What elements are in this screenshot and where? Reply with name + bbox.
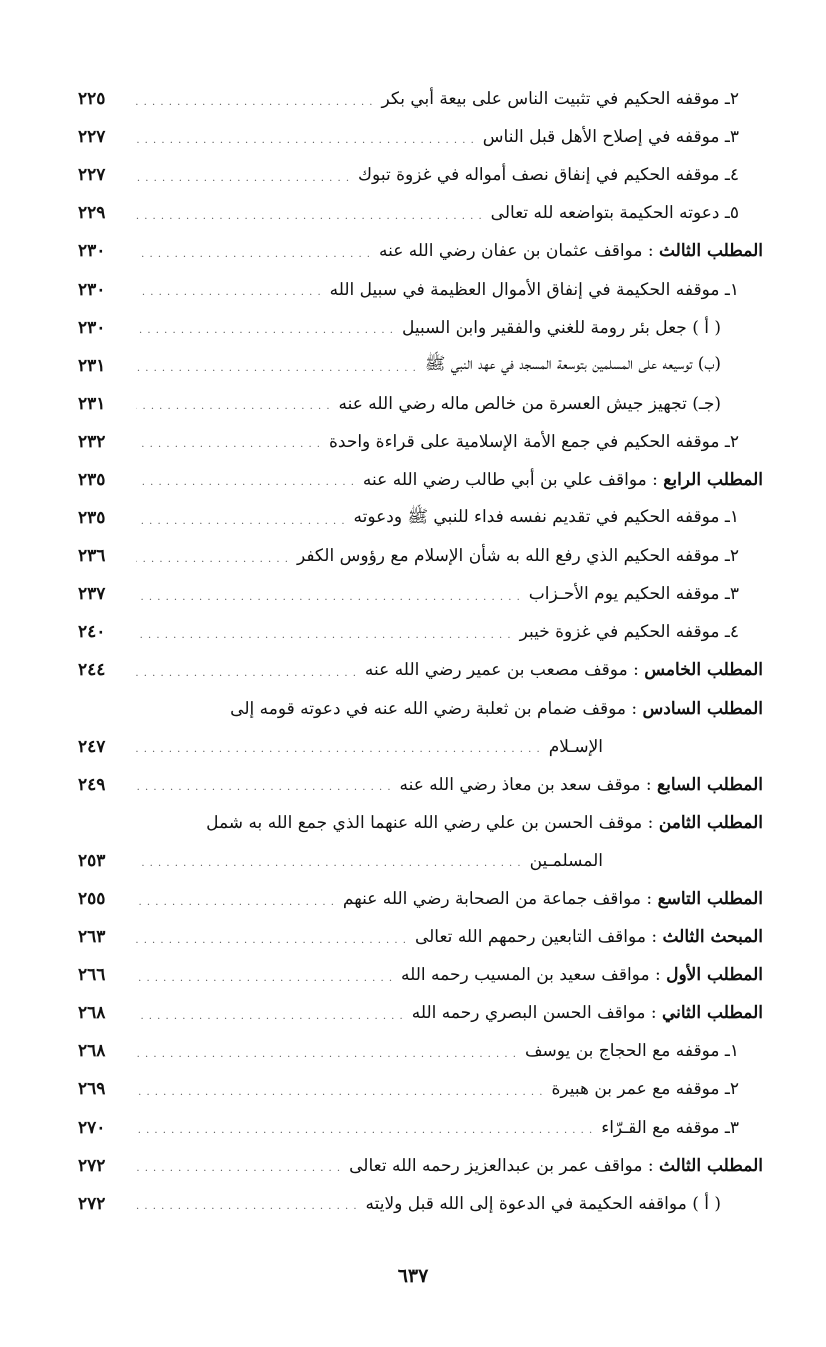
entry-heading [401, 965, 763, 985]
page-ref: ٢٣٥ [78, 469, 106, 490]
leader-dots [136, 516, 354, 527]
page-ref: ٢٢٧ [78, 165, 106, 186]
toc-section-entry-wrapped [78, 804, 763, 842]
page-ref: ٢٣٠ [78, 241, 106, 262]
section-label: المطلب السابع [657, 774, 763, 795]
toc-section-entry [78, 651, 763, 689]
entry-text: (ب) توسيعه على المسلمين بتوسعة المسجد في عهد النبي ﷺ [424, 354, 721, 375]
leader-dots [136, 592, 529, 603]
entry-text: : مواقف عمر بن عبدالعزيز رحمه الله تعالى [349, 1155, 654, 1176]
page-ref: ٢٣٥ [78, 508, 106, 529]
page-ref: ٢٣٠ [78, 317, 106, 338]
leader-dots [136, 554, 297, 565]
entry-heading [343, 889, 763, 909]
section-label: المطلب الثالث [658, 241, 763, 262]
leader-dots [136, 477, 363, 488]
entry-text: : مواقف علي بن أبي طالب رضي الله عنه [362, 469, 658, 490]
page-ref: ٢٤٩ [78, 774, 106, 795]
toc-section-entry [78, 461, 763, 499]
page-ref: ٢٢٧ [78, 127, 106, 148]
entry-text: : مواقف عثمان بن عفان رضي الله عنه [378, 241, 654, 262]
toc-section-entry [78, 994, 763, 1032]
leader-dots [136, 630, 520, 641]
section-label: المطلب الثالث [658, 1155, 763, 1176]
entry-heading [412, 1003, 763, 1023]
entry-text: (جـ) تجهيز جيش العسرة من خالص ماله رضي الله عنه [338, 393, 721, 414]
leader-dots [136, 211, 491, 222]
toc-section-entry-wrapped [78, 690, 763, 728]
toc-list [78, 80, 763, 1223]
page-number: ٦٣٧ [397, 1265, 429, 1287]
entry-text: الإسـلام [548, 736, 603, 757]
leader-dots [136, 173, 358, 184]
toc-entry [78, 1032, 763, 1070]
leader-dots [136, 97, 381, 108]
page-ref: ٢٣١ [78, 355, 106, 376]
entry-text: : موقف ضمام بن ثعلبة رضي الله عنه في دعوته قومه إلى [230, 698, 638, 719]
entry-text: ( أ ) مواقفه الحكيمة في الدعوة إلى الله قبل ولايته [365, 1193, 721, 1214]
leader-dots [136, 1087, 551, 1098]
section-label: المطلب التاسع [657, 889, 763, 910]
entry-text: : مواقف الحسن البصري رحمه الله [411, 1003, 657, 1024]
leader-dots [136, 1011, 412, 1022]
toc-entry [78, 309, 763, 347]
toc-entry-continuation [78, 842, 763, 880]
entry-text: ٢ـ موقفه الحكيم الذي رفع الله به شأن الإسلام مع رؤوس الكفر [296, 546, 739, 567]
page-ref: ٢٣٠ [78, 279, 106, 300]
toc-entry-continuation [78, 728, 763, 766]
section-label: المطلب الرابع [663, 469, 763, 490]
entry-heading [400, 775, 763, 795]
entry-text: ٢ـ موقفه الحكيم في جمع الأمة الإسلامية على قراءة واحدة [328, 431, 739, 452]
entry-text: ٣ـ موقفه الحكيم يوم الأحـزاب [528, 584, 739, 605]
entry-heading [415, 927, 763, 947]
entry-text: ( أ ) جعل بئر رومة للغني والفقير وابن السبيل [401, 317, 721, 338]
page-ref: ٢٧٢ [78, 1193, 106, 1214]
page-ref: ٢٥٥ [78, 889, 106, 910]
page-ref: ٢٧٢ [78, 1155, 106, 1176]
leader-dots [136, 249, 379, 260]
page-ref: ٢٦٣ [78, 927, 106, 948]
page-ref: ٢٧٠ [78, 1117, 106, 1138]
entry-text: المسلمـين [529, 850, 603, 871]
toc-entry [78, 499, 763, 537]
leader-dots [136, 973, 401, 984]
leader-dots [136, 135, 483, 146]
entry-text: : موقف سعد بن معاذ رضي الله عنه [399, 774, 652, 795]
chapter-label: المبحث الثالث [662, 927, 763, 948]
leader-dots [136, 325, 402, 336]
toc-entry [78, 537, 763, 575]
entry-text: : مواقف جماعة من الصحابة رضي الله عنهم [342, 889, 653, 910]
entry-heading [365, 660, 763, 680]
leader-dots [136, 439, 329, 450]
page-ref: ٢٣١ [78, 393, 106, 414]
page-ref: ٢٦٩ [78, 1079, 106, 1100]
leader-dots [136, 1163, 349, 1174]
toc-chapter-entry [78, 918, 763, 956]
toc-section-entry [78, 232, 763, 270]
entry-text: ٣ـ موقفه مع القـرّاء [601, 1117, 739, 1138]
entry-heading [230, 699, 763, 719]
leader-dots [136, 858, 530, 869]
leader-dots [136, 935, 415, 946]
page-ref: ٢٢٥ [78, 89, 106, 110]
entry-heading [379, 241, 763, 261]
entry-text: ١ـ موقفه الحكيمة في إنفاق الأموال العظيمة في سبيل الله [329, 279, 739, 300]
toc-section-entry [78, 1147, 763, 1185]
leader-dots [136, 401, 339, 412]
entry-text: ١ـ موقفه مع الحجاج بن يوسف [524, 1041, 739, 1062]
entry-text: ٢ـ موقفه مع عمر بن هبيرة [551, 1079, 739, 1100]
page-ref: ٢٦٨ [78, 1041, 106, 1062]
leader-dots [136, 363, 425, 374]
entry-text: ٢ـ موقفه الحكيم في تثبيت الناس على بيعة أبي بكر [381, 89, 739, 110]
entry-text: ٤ـ موقفه الحكيم في إنفاق نصف أمواله في غزوة تبوك [358, 165, 739, 186]
leader-dots [136, 782, 400, 793]
toc-section-entry [78, 766, 763, 804]
leader-dots [136, 1049, 525, 1060]
toc-entry [78, 1070, 763, 1108]
toc-entry [78, 613, 763, 651]
page-ref: ٢٦٨ [78, 1003, 106, 1024]
page-ref: ٢٦٦ [78, 965, 106, 986]
section-label: المطلب الثامن [658, 812, 763, 833]
toc-entry [78, 347, 763, 385]
toc-section-entry [78, 956, 763, 994]
leader-dots [136, 668, 365, 679]
page-ref: ٢٣٦ [78, 546, 106, 567]
entry-heading [349, 1156, 763, 1176]
toc-entry [78, 1109, 763, 1147]
entry-text: ٥ـ دعوته الحكيمة بتواضعه لله تعالى [490, 203, 739, 224]
entry-text: : موقف مصعب بن عمير رضي الله عنه [364, 660, 639, 681]
leader-dots [136, 287, 330, 298]
toc-section-entry [78, 880, 763, 918]
page-ref: ٢٤٧ [78, 736, 106, 757]
page-ref: ٢٥٣ [78, 850, 106, 871]
toc-entry [78, 270, 763, 308]
section-label: المطلب الثاني [661, 1003, 763, 1024]
toc-entry [78, 194, 763, 232]
toc-entry [78, 423, 763, 461]
page-ref: ٢٤٠ [78, 622, 106, 643]
section-label: المطلب الخامس [644, 660, 763, 681]
page-ref: ٢٣٢ [78, 431, 106, 452]
entry-text: ٤ـ موقفه الحكيم في غزوة خيبر [519, 622, 739, 643]
toc-entry [78, 1185, 763, 1223]
entry-text: : موقف الحسن بن علي رضي الله عنهما الذي جمع الله به شمل [206, 812, 654, 833]
section-label: المطلب الأول [666, 965, 763, 986]
leader-dots [136, 1201, 366, 1212]
entry-text: : مواقف سعيد بن المسيب رحمه الله [401, 965, 661, 986]
section-label: المطلب السادس [642, 698, 763, 719]
entry-text: ١ـ موقفه الحكيم في تقديم نفسه فداء للنبي ﷺ ودعوته [353, 506, 739, 527]
leader-dots [136, 1125, 601, 1136]
page-ref: ٢٣٧ [78, 584, 106, 605]
page-ref: ٢٤٤ [78, 660, 106, 681]
toc-entry [78, 385, 763, 423]
toc-entry [78, 575, 763, 613]
entry-heading [363, 470, 763, 490]
toc-entry [78, 80, 763, 118]
leader-dots [136, 897, 343, 908]
toc-entry [78, 118, 763, 156]
entry-heading [206, 813, 763, 833]
page-ref: ٢٢٩ [78, 203, 106, 224]
toc-entry [78, 156, 763, 194]
leader-dots [136, 744, 549, 755]
entry-text: : مواقف التابعين رحمهم الله تعالى [414, 927, 658, 948]
entry-text: ٣ـ موقفه في إصلاح الأهل قبل الناس [482, 127, 739, 148]
